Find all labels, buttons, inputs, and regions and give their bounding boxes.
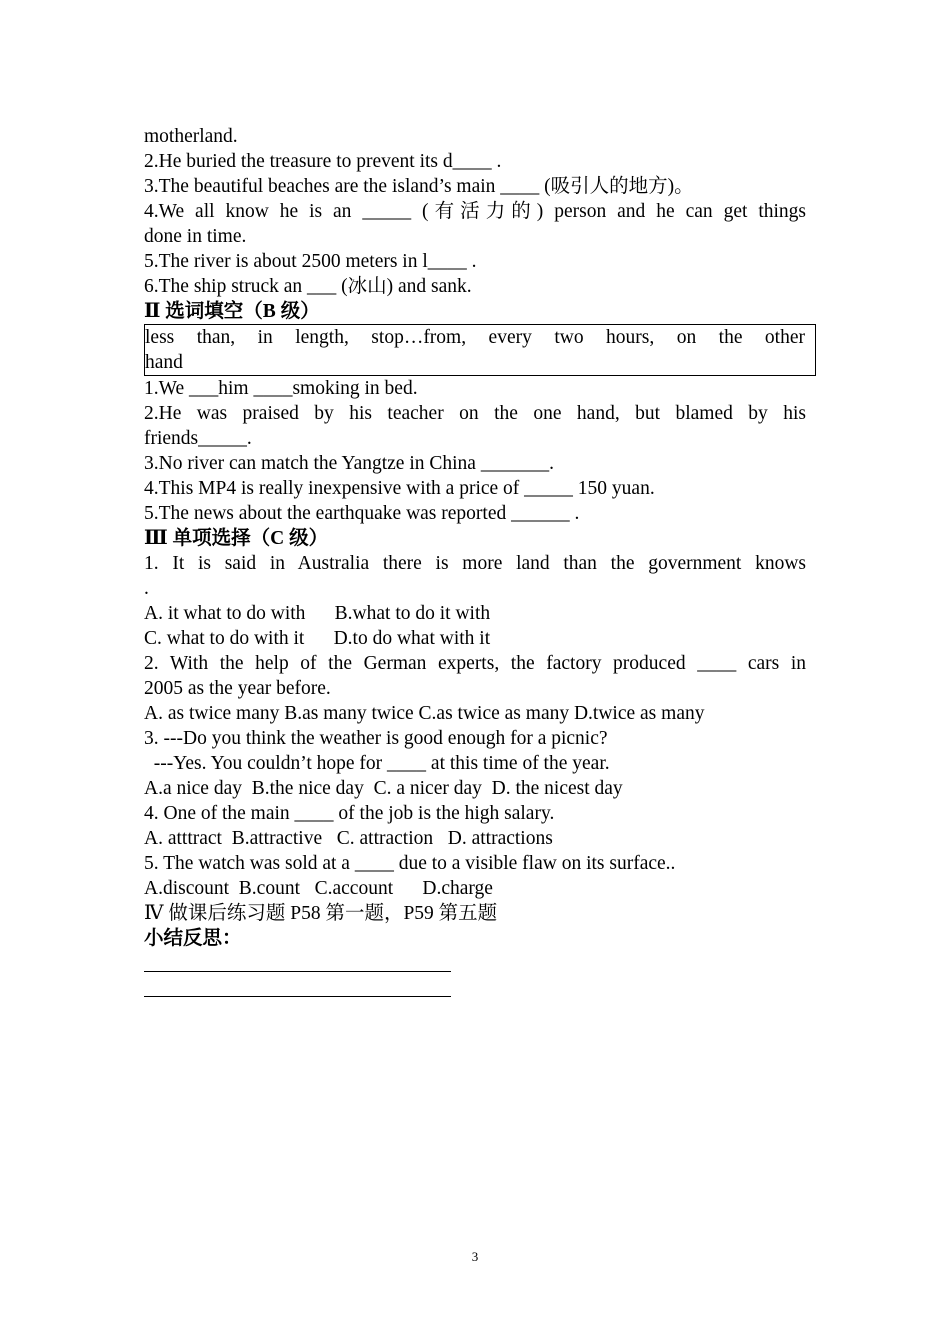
document-page: [144, 124, 806, 1001]
word-bank-line: less than, in length, stop…from, every two hours, on the other: [145, 327, 805, 348]
section-heading: Ⅱ 选词填空（B 级）: [144, 301, 320, 322]
text-line: 3.No river can match the Yangtze in China _______.: [144, 453, 554, 474]
text-line: 5. The watch was sold at a ____ due to a visible flaw on its surface..: [144, 853, 676, 874]
text-line: 2005 as the year before.: [144, 678, 331, 699]
page-number: 3: [471, 1249, 479, 1264]
text-line: A. it what to do with B.what to do it with: [144, 603, 491, 624]
text-line: 5.The news about the earthquake was reported ______ .: [144, 503, 580, 524]
text-line: 4.We all know he is an _____ (有活力的) person and he can get things: [144, 201, 806, 222]
text-line: 3. ---Do you think the weather is good enough for a picnic?: [144, 728, 608, 749]
answer-line: [144, 976, 806, 1001]
summary-label: 小结反思：: [144, 928, 242, 949]
text-line: 1.We ___him ____smoking in bed.: [144, 378, 418, 399]
text-line: 4.This MP4 is really inexpensive with a price of _____ 150 yuan.: [144, 478, 655, 499]
text-line: A. atttract B.attractive C. attraction D. attractions: [144, 828, 553, 849]
answer-line: [144, 951, 806, 976]
text-line: motherland.: [144, 126, 238, 147]
text-line: 1. It is said in Australia there is more land than the government knows: [144, 553, 806, 574]
text-line: 5.The river is about 2500 meters in l____ .: [144, 251, 477, 272]
text-line: 4. One of the main ____ of the job is the high salary.: [144, 803, 555, 824]
text-line: done in time.: [144, 226, 247, 247]
text-line: A.a nice day B.the nice day C. a nicer day D. the nicest day: [144, 778, 623, 799]
section-heading: Ⅲ 单项选择（C 级）: [144, 528, 329, 549]
text-line: 3.The beautiful beaches are the island’s main ____ (吸引人的地方)。: [144, 176, 694, 197]
text-line: A. as twice many B.as many twice C.as twice as many D.twice as many: [144, 703, 705, 724]
text-line: A.discount B.count C.account D.charge: [144, 878, 493, 899]
text-line: Ⅳ 做课后练习题 P58 第一题，P59 第五题: [144, 903, 498, 924]
text-line: C. what to do with it D.to do what with it: [144, 628, 491, 649]
text-line: 2.He was praised by his teacher on the one hand, but blamed by his: [144, 403, 806, 424]
text-line: 2. With the help of the German experts, the factory produced ____ cars in: [144, 653, 806, 674]
word-bank-box: [144, 324, 816, 376]
text-line: 2.He buried the treasure to prevent its d____ .: [144, 151, 502, 172]
text-line: ---Yes. You couldn’t hope for ____ at this time of the year.: [144, 753, 610, 774]
text-line: .: [144, 578, 149, 599]
word-bank-line: hand: [145, 352, 183, 373]
text-line: friends_____.: [144, 428, 252, 449]
text-line: 6.The ship struck an ___ (冰山) and sank.: [144, 276, 472, 297]
